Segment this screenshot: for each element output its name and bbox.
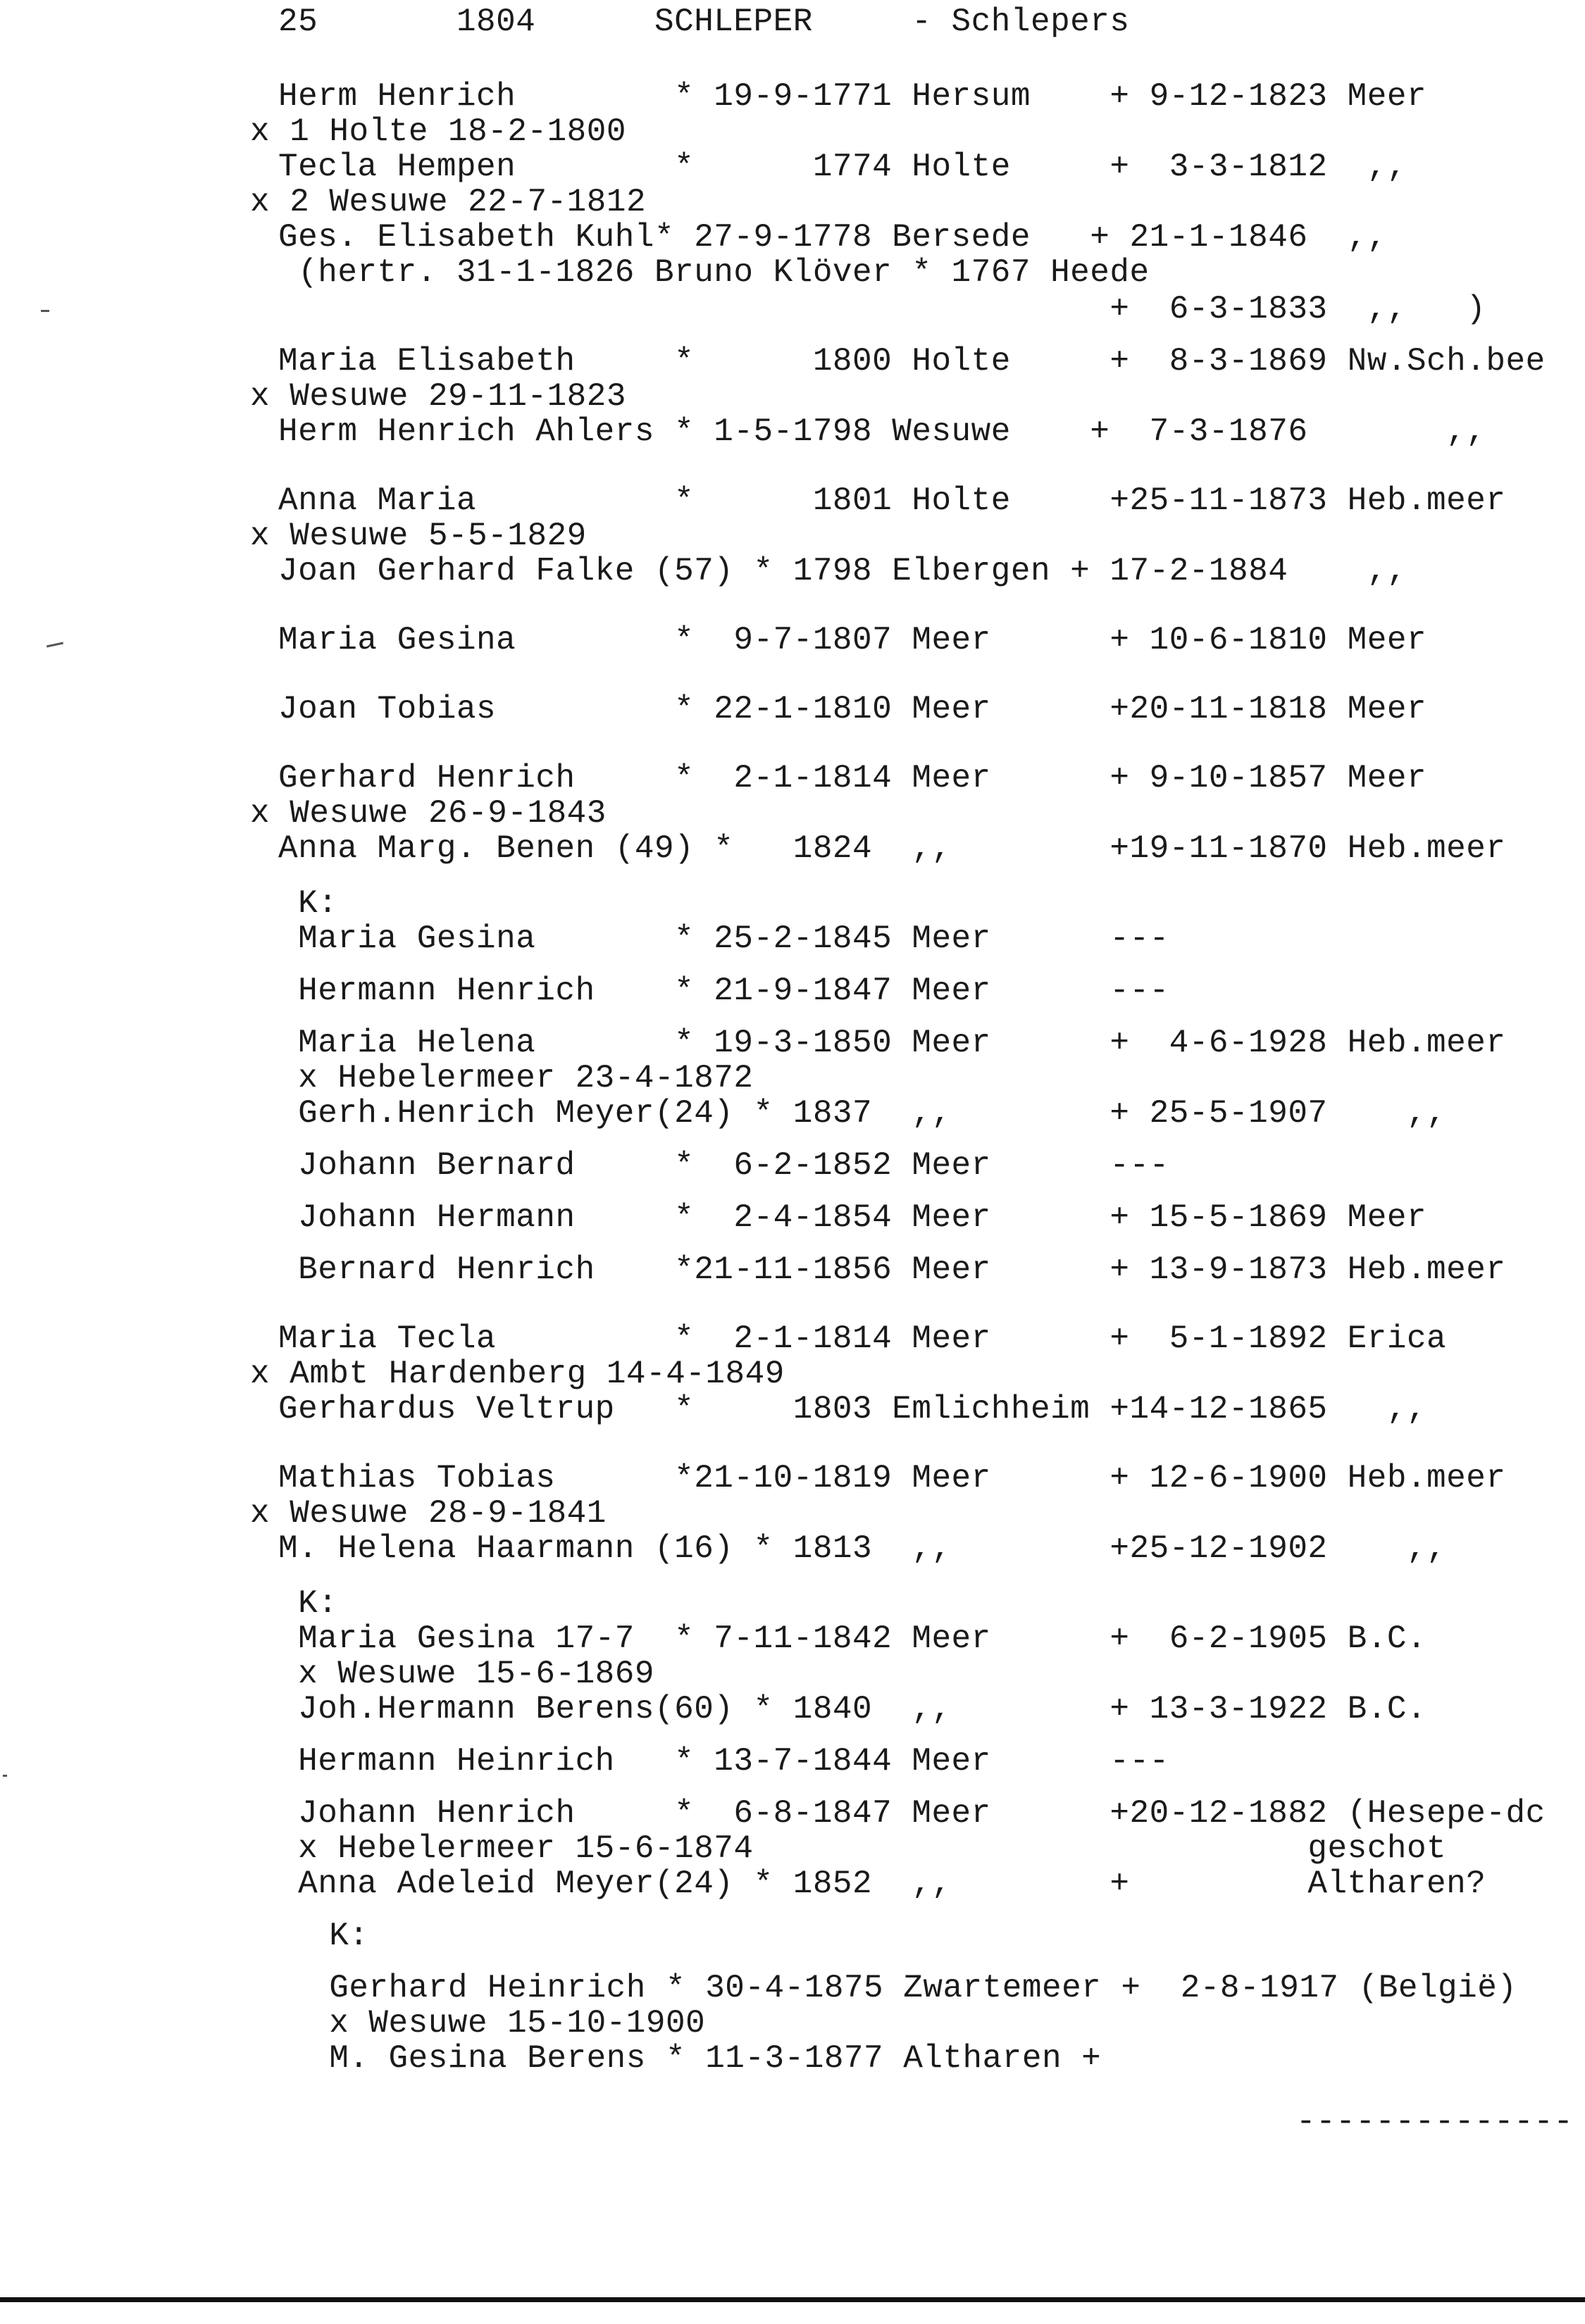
entry-line: M. Gesina Berens * 11-3-1877 Altharen + <box>290 2040 1102 2077</box>
entry-line: + 6-3-1833 ,, ) <box>278 291 1486 327</box>
entry-line: Herm Henrich * 19-9-1771 Hersum + 9-12-1823 Meer <box>278 78 1427 115</box>
entry-line: Maria Gesina * 25-2-1845 Meer --- <box>278 920 1169 957</box>
entry-line: x Wesuwe 28-9-1841 <box>250 1495 607 1532</box>
entry-line: Gerhard Heinrich * 30-4-1875 Zwartemeer + 2-8-1917 (België) <box>290 1970 1517 2006</box>
entry-line: Hermann Heinrich * 13-7-1844 Meer --- <box>278 1743 1169 1780</box>
entry-line: Joan Gerhard Falke (57) * 1798 Elbergen + 17-2-1884 ,, <box>278 553 1407 589</box>
entry-line: Maria Helena * 19-3-1850 Meer + 4-6-1928 Heb.meer <box>278 1025 1506 1061</box>
entry-line: Gerhardus Veltrup * 1803 Emlichheim +14-12-1865 ,, <box>278 1391 1427 1427</box>
entry-line: (hertr. 31-1-1826 Bruno Klöver * 1767 Heede <box>278 254 1150 291</box>
entry-line: M. Helena Haarmann (16) * 1813 ,, +25-12-1902 ,, <box>278 1530 1447 1567</box>
entry-line: Mathias Tobias *21-10-1819 Meer + 12-6-1900 Heb.meer <box>278 1460 1506 1497</box>
entry-line: Johann Henrich * 6-8-1847 Meer +20-12-1882 (Hesepe-dc <box>278 1795 1546 1832</box>
entry-line: Joan Tobias * 22-1-1810 Meer +20-11-1818 Meer <box>278 691 1427 727</box>
entry-line: x Ambt Hardenberg 14-4-1849 <box>250 1356 785 1392</box>
entry-line: Johann Hermann * 2-4-1854 Meer + 15-5-1869 Meer <box>278 1199 1427 1236</box>
entry-line: x 2 Wesuwe 22-7-1812 <box>250 184 647 220</box>
entry-line: Maria Elisabeth * 1800 Holte + 8-3-1869 Nw.Sch.bee <box>278 343 1546 380</box>
entry-line: Herm Henrich Ahlers * 1-5-1798 Wesuwe + 7-3-1876 ,, <box>278 413 1486 450</box>
entry-line: K: <box>278 1585 338 1622</box>
entry-line: Johann Bernard * 6-2-1852 Meer --- <box>278 1147 1169 1184</box>
entry-line: x 1 Holte 18-2-1800 <box>250 113 626 150</box>
end-marker: -------------- <box>1296 2104 1574 2140</box>
entry-line: x Hebelermeer 23-4-1872 <box>278 1060 754 1097</box>
entry-line: Anna Adeleid Meyer(24) * 1852 ,, + Altharen? <box>278 1866 1486 1902</box>
entry-line: Joh.Hermann Berens(60) * 1840 ,, + 13-3-1922 B.C. <box>278 1691 1427 1728</box>
entry-line: x Wesuwe 29-11-1823 <box>250 378 626 415</box>
entry-line: x Wesuwe 15-10-1900 <box>290 2005 706 2042</box>
margin-mark <box>41 310 49 312</box>
entry-line: Bernard Henrich *21-11-1856 Meer + 13-9-1873 Heb.meer <box>278 1251 1506 1288</box>
entry-line: x Wesuwe 26-9-1843 <box>250 795 607 832</box>
entry-line: K: <box>290 1918 369 1954</box>
entry-line: Anna Marg. Benen (49) * 1824 ,, +19-11-1870 Heb.meer <box>278 830 1506 867</box>
entry-line: Ges. Elisabeth Kuhl* 27-9-1778 Bersede + 21-1-1846 ,, <box>278 219 1387 256</box>
entry-line: Gerhard Henrich * 2-1-1814 Meer + 9-10-1857 Meer <box>278 760 1427 796</box>
entry-line: Hermann Henrich * 21-9-1847 Meer --- <box>278 973 1169 1009</box>
entry-line: Maria Gesina 17-7 * 7-11-1842 Meer + 6-2-1905 B.C. <box>278 1620 1427 1657</box>
entry-line: x Wesuwe 5-5-1829 <box>250 518 587 554</box>
margin-mark <box>3 1775 7 1777</box>
margin-mark <box>46 642 63 648</box>
page-header: 25 1804 SCHLEPER - Schlepers <box>278 4 1130 40</box>
entry-line: Gerh.Henrich Meyer(24) * 1837 ,, + 25-5-1907 ,, <box>278 1095 1447 1132</box>
entry-line: Maria Tecla * 2-1-1814 Meer + 5-1-1892 Erica <box>278 1320 1447 1357</box>
entry-line: x Hebelermeer 15-6-1874 geschot <box>278 1830 1447 1867</box>
footer-rule <box>0 2297 1585 2302</box>
entry-line: Tecla Hempen * 1774 Holte + 3-3-1812 ,, <box>278 149 1407 185</box>
entry-line: Anna Maria * 1801 Holte +25-11-1873 Heb.meer <box>278 482 1506 519</box>
entry-line: x Wesuwe 15-6-1869 <box>278 1656 654 1692</box>
entry-line: K: <box>278 885 338 922</box>
entry-line: Maria Gesina * 9-7-1807 Meer + 10-6-1810 Meer <box>278 622 1427 658</box>
